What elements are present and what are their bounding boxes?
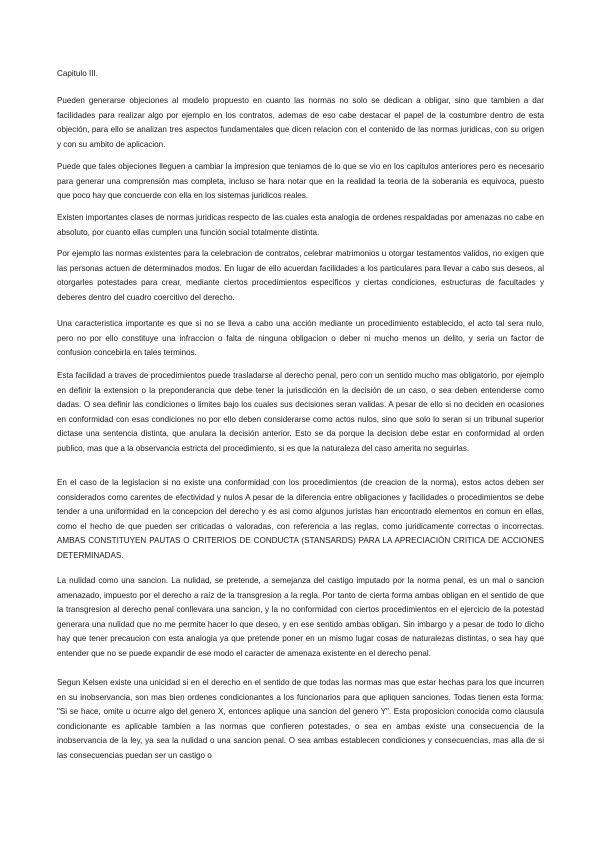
paragraph-8 <box>57 574 544 662</box>
paragraph-5 <box>57 317 544 361</box>
paragraph-text: Puede que tales objeciones lleguen a cambiar la impresion que teniamos de lo que se vio en los capitulos anteriores pero es necesario para generar una comprensión mas completa, incluso se hara notar que en la realidad la teoria de la soberania es equivoca, puesto que poco hay que concuerde con ella en los sistemas juridicos reales. <box>57 162 544 201</box>
paragraph-text: Por ejemplo las normas existentes para la celebracion de contratos, celebrar matrimonios u otorgar testamentos validos, no exigen que las personas actuen de determinados modos. En lugar de ello acuerdan facilidades a los particulares para llevar a cabo sus deseos, al otorgarles potestades para crear, mediante ciertos procedimientos especificos y ciertas condiciones, estructuras de facultades y deberes dentro del cuadro coercitivo del derecho. <box>57 249 544 302</box>
paragraph-7 <box>57 476 544 564</box>
paragraph-text: Esta facilidad a traves de procedimientos puede trasladarse al derecho penal, pero con un sentido mucho mas obligatorio, por ejemplo en definir la extension o la preponderancia que debe tener la jurisdicción en la decisión de un caso, o sea deben entenderse como dadas. O sea definir las condiciones o limites bajo los cuales sus decisiones seran validas. A pesar de ello si no deciden en ocasiones en conformidad con esas condiciones no por ello deben considerarse como actos nulos, sino que solo lo seran si un tribunal superior dictase una sentencia distinta, que anulara la decisión anterior. Esto se da porque la decision debe estar en conformidad al orden publico, mas que a la observancia estricta del procedimiento, si es que la naturaleza del caso amerita no seguirlas. <box>57 371 544 453</box>
paragraph-3 <box>57 211 544 240</box>
paragraph-text: Segun Kelsen existe una unicidad si en el derecho en el sentido de que todas las normas mas que estar hechas para los que incurren en su inobservancia, son mas bien ordenes condicionantes a los funcionarios para que apliquen sanciones. Todas tienen esta forma: "Si se hace, omite u ocurre algo del genero X, entonces aplique una sancion del genero Y". Esta proposicion conocida como clausula condicionante es aplicable tambien a las normas que confieren potestades, o sea en ambas existe una consecuencia de la inobservancia de la ley, ya sea la nulidad o una sancion penal. O sea ambas establecen condiciones y consecuencias, mas alla de si las consecuencias puedan ser un castigo o <box>57 678 544 760</box>
chapter-title: Capitulo III. <box>57 69 98 78</box>
paragraph-text: Existen importantes clases de normas juridicas respecto de las cuales esta analogia de ordenes respaldadas por amenazas no cabe en absoluto, por cuanto ellas cumplen una función social totalmente distinta. <box>57 213 544 237</box>
paragraph-text: La nulidad como una sancion. La nulidad, se pretende, a semejanza del castigo imputado por la norma penal, es un mal o sancion amenazado, impuesto por el derecho a raíz de la transgresion a la regla. Por tanto de cierta forma ambas obligan en el sentido de que la transgresion al derecho penal conllevara una sancion, y la no conformidad con ciertos procedimientos en el ejercicio de la potestad generara una nulidad que no me permite hacer lo que deseo, y en ese sentido ambas obligan. Sin imbargo y a pesar de todo lo dicho hay que tener precaucion con esta analogia ya que pretende poner en un mismo lugar cosas de naturalezas distintas, o sea hay que entender que no se puede expandir de ese modo el caracter de amenaza existente en el derecho penal. <box>57 576 544 658</box>
paragraph-6 <box>57 369 544 457</box>
paragraph-text: Pueden generarse objeciones al modelo propuesto en cuanto las normas no solo se dedican a obligar, sino que tambien a dar facilidades para realizar algo por ejemplo en los contratos, ademas de eso cabe destacar el papel de la costumbre dentro de esta objeción, para ello se analizan tres aspectos fundamentales que dicen relacion con el contenido de las normas juridicas, con su origen y con su ambito de aplicacion. <box>57 96 544 149</box>
paragraph-1 <box>57 94 544 152</box>
paragraph-9 <box>57 676 544 764</box>
paragraph-text: Una caracteristica importante es que si no se lleva a cabo una acción mediante un procedimiento establecido, el acto tal sera nulo, pero no por ello constituye una infraccion o falta de ninguna obligacion o deber ni mucho menos un delito, y seria un factor de confusion concebirla en tales terminos. <box>57 319 544 358</box>
paragraph-2 <box>57 160 544 204</box>
paragraph-4 <box>57 247 544 305</box>
paragraph-text: En el caso de la legislacion si no existe una conformidad con los procedimientos (de creacion de la norma), estos actos deben ser considerados como carentes de efectividad y nulos A pesar de la diferencia entre obligaciones y facilidades o procedimientos se debe tender a una uniformidad en la concepcion del derecho y es asi como algunos juristas han encontrado elementos en comun en ellas, como el hecho de que pueden ser criticadas o valoradas, con referencia a las reglas, como juridicamente correctas o incorrectas. AMBAS CONSTITUYEN PAUTAS O CRITERIOS DE CONDUCTA (STANSARDS) PARA LA APRECIACIÓN CRITICA DE ACCIONES DETERMINADAS. <box>57 478 544 560</box>
